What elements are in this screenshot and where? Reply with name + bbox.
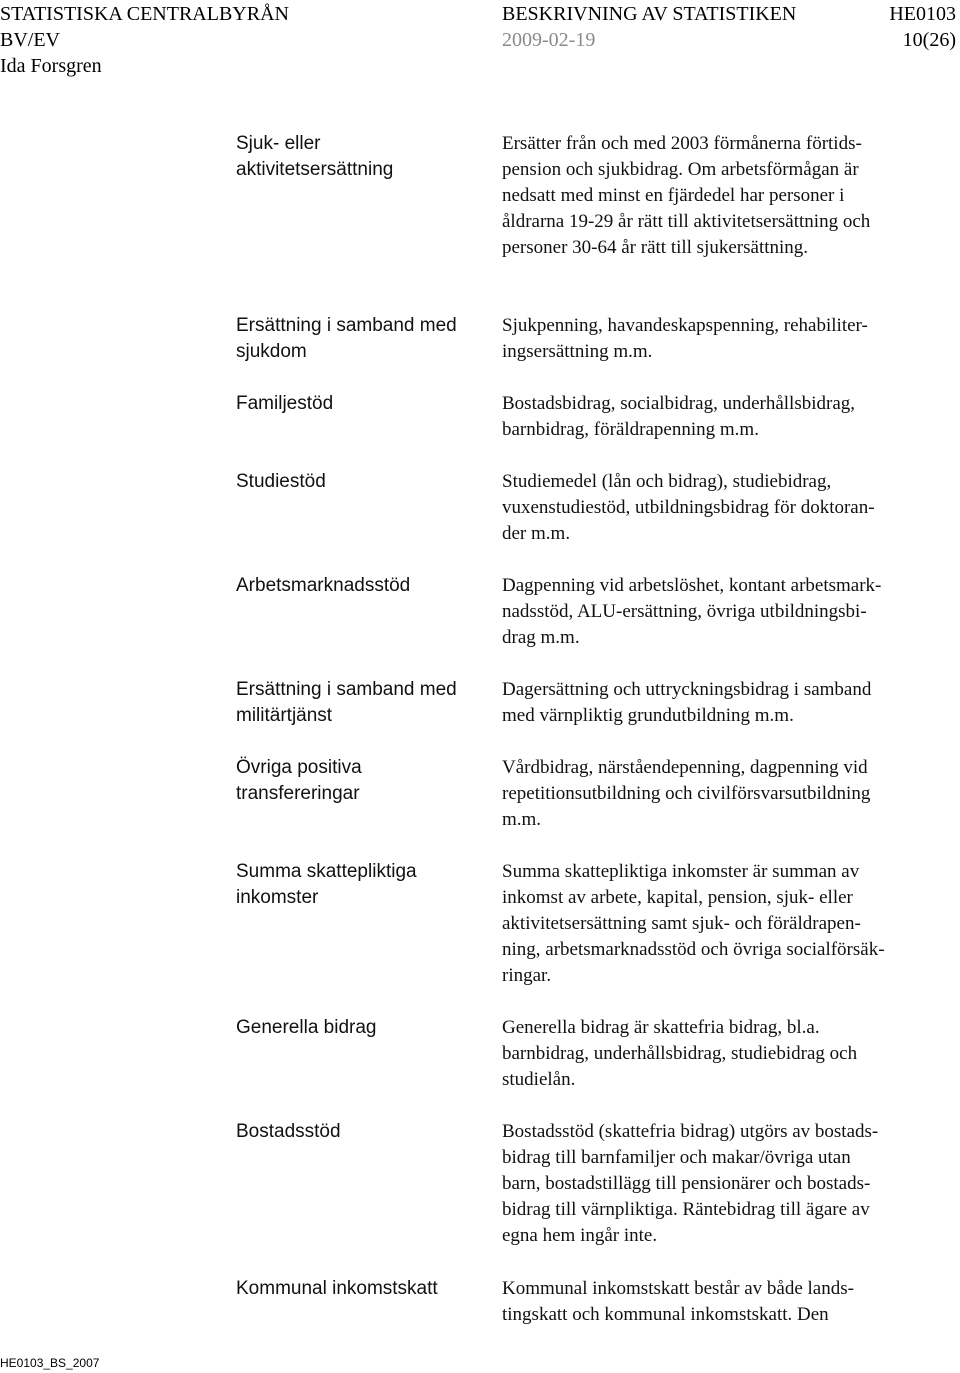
entry-description-line: pension och sjukbidrag. Om arbetsförmågan är — [502, 159, 859, 180]
entry-term — [236, 131, 476, 183]
entry-term — [236, 313, 476, 365]
entry-term-line: Kommunal inkomstskatt — [236, 1278, 438, 1299]
entry-term — [236, 755, 476, 807]
entry-term-line: Ersättning i samband med — [236, 679, 457, 700]
entry-description-line: ning, arbetsmarknadsstöd och övriga socialförsäk- — [502, 939, 885, 960]
entry-term-line: Generella bidrag — [236, 1017, 377, 1038]
entry-term-line: Arbetsmarknadsstöd — [236, 575, 411, 596]
entry-term-line: Studiestöd — [236, 471, 326, 492]
entry-term — [236, 391, 476, 417]
entry-description — [502, 1119, 954, 1249]
entry-description-line: Kommunal inkomstskatt består av både lands- — [502, 1278, 854, 1299]
entry-description-line: egna hem ingår inte. — [502, 1225, 658, 1246]
entry-description-line: bidrag till värnpliktiga. Räntebidrag till ägare av — [502, 1199, 870, 1220]
entry-description-line: Dagersättning och uttryckningsbidrag i samband — [502, 679, 872, 700]
entry-description-line: Ersätter från och med 2003 förmånerna förtids- — [502, 133, 862, 154]
entry-term-line: Ersättning i samband med — [236, 315, 457, 336]
entry-description — [502, 1276, 954, 1328]
entry-description-line: åldrarna 19-29 år rätt till aktivitetsersättning och — [502, 211, 871, 232]
header-unit: BV/EV — [0, 29, 60, 51]
header-author: Ida Forsgren — [0, 55, 102, 77]
entry-description-line: aktivitetsersättning samt sjuk- och föräldrapen- — [502, 913, 861, 934]
entry-description-line: med värnpliktig grundutbildning m.m. — [502, 705, 794, 726]
entry-description-line: studielån. — [502, 1069, 576, 1090]
footer-document-id: HE0103_BS_2007 — [0, 1356, 100, 1370]
entry-term — [236, 1119, 476, 1145]
entry-description-line: m.m. — [502, 809, 542, 830]
entry-term — [236, 573, 476, 599]
entry-description-line: Vårdbidrag, närståendepenning, dagpenning vid — [502, 757, 868, 778]
entry-description-line: barnbidrag, underhållsbidrag, studiebidrag och — [502, 1043, 858, 1064]
entry-description-line: Bostadsstöd (skattefria bidrag) utgörs av bostads- — [502, 1121, 879, 1142]
entry-term-line: Sjuk- eller — [236, 133, 321, 154]
entry-description — [502, 859, 954, 989]
header-product-code: HE0103 — [889, 3, 956, 25]
entry-term-line: Övriga positiva — [236, 757, 362, 778]
entry-term-line: aktivitetsersättning — [236, 159, 394, 180]
entry-description-line: bidrag till barnfamiljer och makar/övriga utan — [502, 1147, 851, 1168]
entry-description — [502, 391, 954, 443]
entry-description — [502, 755, 954, 833]
entry-term-line: Bostadsstöd — [236, 1121, 341, 1142]
header-document-type: BESKRIVNING AV STATISTIKEN — [502, 3, 797, 25]
entry-description-line: Generella bidrag är skattefria bidrag, bl.a. — [502, 1017, 820, 1038]
header-page-number: 10(26) — [902, 29, 956, 51]
entry-term-line: Familjestöd — [236, 393, 334, 414]
entry-description-line: Bostadsbidrag, socialbidrag, underhållsbidrag, — [502, 393, 856, 414]
entry-description-line: Sjukpenning, havandeskapspenning, rehabiliter- — [502, 315, 868, 336]
entry-description-line: personer 30-64 år rätt till sjukersättning. — [502, 237, 809, 258]
entry-description-line: nadsstöd, ALU-ersättning, övriga utbildningsbi- — [502, 601, 867, 622]
entry-description-line: der m.m. — [502, 523, 571, 544]
header-organization: STATISTISKA CENTRALBYRÅN — [0, 3, 289, 25]
entry-description-line: vuxenstudiestöd, utbildningsbidrag för doktoran- — [502, 497, 875, 518]
entry-description — [502, 573, 954, 651]
entry-term — [236, 859, 476, 911]
header-date: 2009-02-19 — [502, 29, 596, 51]
entry-description-line: barnbidrag, föräldrapenning m.m. — [502, 419, 759, 440]
entry-description-line: ringar. — [502, 965, 552, 986]
entry-description-line: repetitionsutbildning och civilförsvarsutbildning — [502, 783, 871, 804]
entry-description-line: tingskatt och kommunal inkomstskatt. Den — [502, 1304, 829, 1325]
entry-term-line: transfereringar — [236, 783, 360, 804]
entry-description — [502, 313, 954, 365]
entry-description-line: nedsatt med minst en fjärdedel har personer i — [502, 185, 845, 206]
entry-term-line: sjukdom — [236, 341, 307, 362]
entry-term — [236, 677, 476, 729]
entry-description-line: Dagpenning vid arbetslöshet, kontant arbetsmark- — [502, 575, 882, 596]
entry-description-line: Summa skattepliktiga inkomster är summan av — [502, 861, 860, 882]
entry-term-line: inkomster — [236, 887, 319, 908]
entry-description — [502, 1015, 954, 1093]
entry-term-line: militärtjänst — [236, 705, 333, 726]
entry-description — [502, 131, 954, 261]
entry-description — [502, 677, 954, 729]
entry-term — [236, 1015, 476, 1041]
entry-description-line: Studiemedel (lån och bidrag), studiebidrag, — [502, 471, 832, 492]
entry-description — [502, 469, 954, 547]
entry-term — [236, 469, 476, 495]
entry-description-line: barn, bostadstillägg till pensionärer och bostads- — [502, 1173, 871, 1194]
entry-term-line: Summa skattepliktiga — [236, 861, 417, 882]
entry-description-line: inkomst av arbete, kapital, pension, sjuk- eller — [502, 887, 853, 908]
entry-description-line: drag m.m. — [502, 627, 580, 648]
entry-description-line: ingsersättning m.m. — [502, 341, 653, 362]
entry-term — [236, 1276, 476, 1302]
